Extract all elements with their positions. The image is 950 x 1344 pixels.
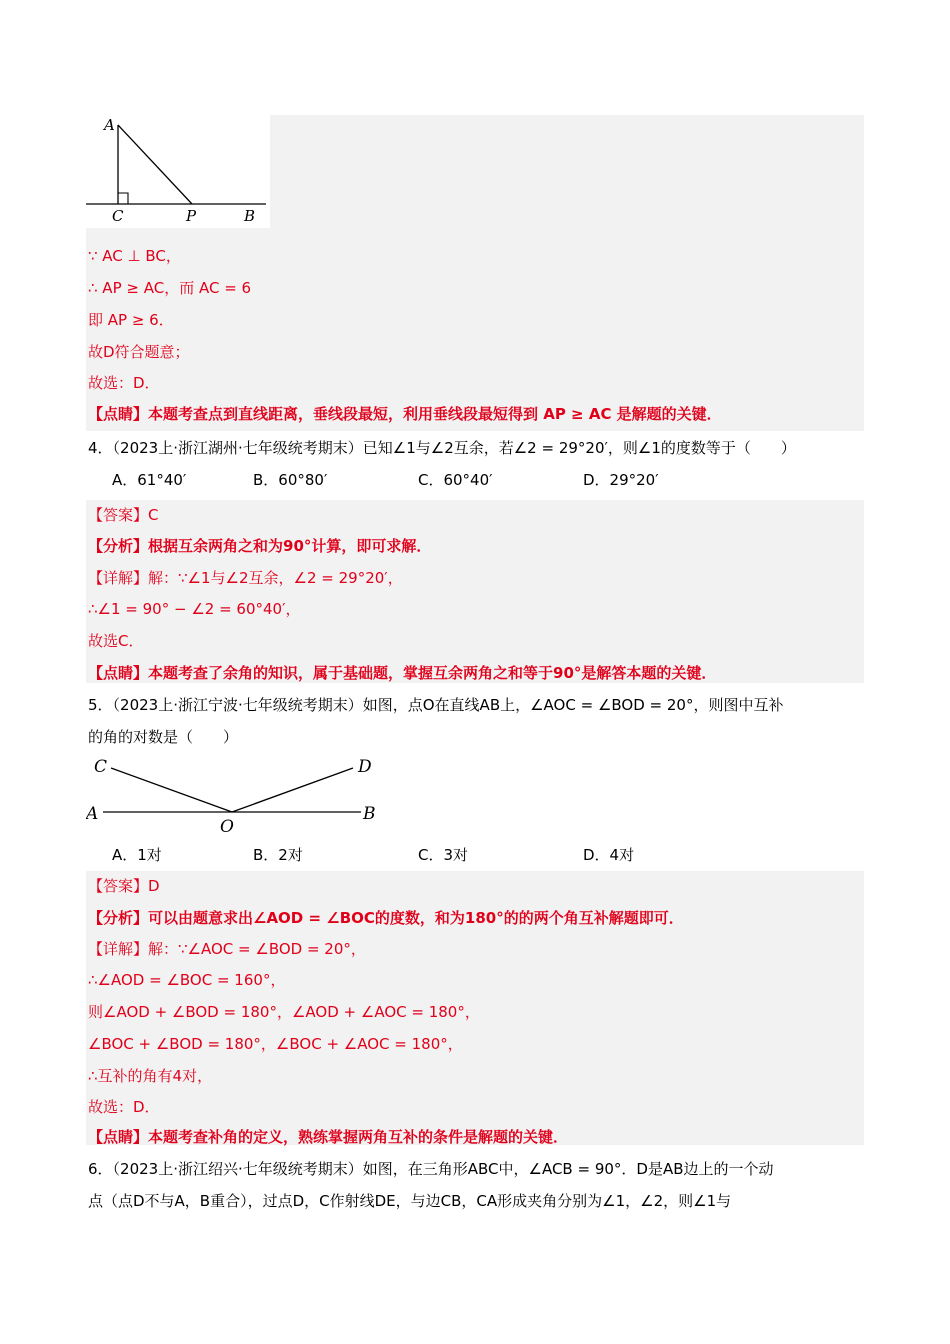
q4-option-c: C．60°40′ [418,471,493,489]
q5-detail-3: 则∠AOD + ∠BOD = 180°，∠AOD + ∠AOC = 180°， [88,1003,480,1021]
q4-detail-2: ∴∠1 = 90° − ∠2 = 60°40′， [88,600,301,618]
label-P: P [186,207,197,225]
q5-stem-2: 的角的对数是（ ） [88,728,239,746]
label-B: B [363,804,376,824]
label-A: A [86,804,99,824]
label-D: D [358,757,372,777]
q6-stem-2: 点（点D不与A，B重合），过点D，C作射线DE，与边CB，CA形成夹角分别为∠1，∠2，则∠1与 [88,1192,732,1210]
q4-detail-1: 【详解】解：∵∠1与∠2互余，∠2 = 29°20′， [88,569,403,587]
q4-option-d: D．29°20′ [583,471,659,489]
q3-comment: 【点睛】本题考查点到直线距离，垂线段最短，利用垂线段最短得到 AP ≥ AC 是解题的关键． [88,405,722,423]
q5-option-d: D．4对 [583,846,635,864]
q3-sol-line4: 故D符合题意； [88,343,190,361]
q5-detail-4: ∠BOC + ∠BOD = 180°，∠BOC + ∠AOC = 180°， [88,1035,463,1053]
q4-stem: 4．（2023上·浙江湖州·七年级统考期末）已知∠1与∠2互余，若∠2 = 29°20′，则∠1的度数等于（ ） [88,439,796,457]
q5-detail-1: 【详解】解：∵∠AOC = ∠BOD = 20°， [88,940,366,958]
label-B: B [244,207,256,225]
q4-option-b: B．60°80′ [253,471,328,489]
q5-detail-6: 故选：D． [88,1098,160,1116]
q5-analysis: 【分析】可以由题意求出∠AOD = ∠BOC的度数，和为180°的的两个角互补解题即可． [88,909,684,927]
q5-option-a: A．1对 [112,846,162,864]
right-triangle-figure [86,115,270,228]
q3-sol-line1: ∵ AC ⊥ BC， [88,247,181,265]
q3-sol-line2: ∴ AP ≥ AC，而 AC = 6 [88,279,252,297]
q5-detail-2: ∴∠AOD = ∠BOC = 160°， [88,971,286,989]
q5-detail-5: ∴互补的角有4对， [88,1067,213,1085]
q4-answer: 【答案】C [88,506,159,524]
label-C: C [94,757,108,777]
label-O: O [220,817,234,837]
q3-sol-line5: 故选：D． [88,374,160,392]
label-C: C [112,207,124,225]
q5-option-c: C．3对 [418,846,469,864]
q5-stem-1: 5．（2023上·浙江宁波·七年级统考期末）如图，点O在直线AB上，∠AOC = ∠BOD = 20°，则图中互补 [88,696,784,714]
q6-stem-1: 6．（2023上·浙江绍兴·七年级统考期末）如图，在三角形ABC中，∠ACB = 90°．D是AB边上的一个动 [88,1160,774,1178]
q5-comment: 【点睛】本题考查补角的定义，熟练掌握两角互补的条件是解题的关键． [88,1128,569,1146]
q5-option-b: B．2对 [253,846,303,864]
q4-analysis: 【分析】根据互余两角之和为90°计算，即可求解． [88,537,432,555]
label-A: A [104,116,115,134]
q5-answer: 【答案】D [88,877,160,895]
angle-figure [86,752,386,838]
q4-comment: 【点睛】本题考查了余角的知识，属于基础题，掌握互余两角之和等于90°是解答本题的关键． [88,664,717,682]
q3-sol-line3: 即 AP ≥ 6． [88,311,174,329]
q4-solution-block [86,500,864,683]
q4-detail-3: 故选C． [88,632,144,650]
q4-option-a: A．61°40′ [112,471,187,489]
